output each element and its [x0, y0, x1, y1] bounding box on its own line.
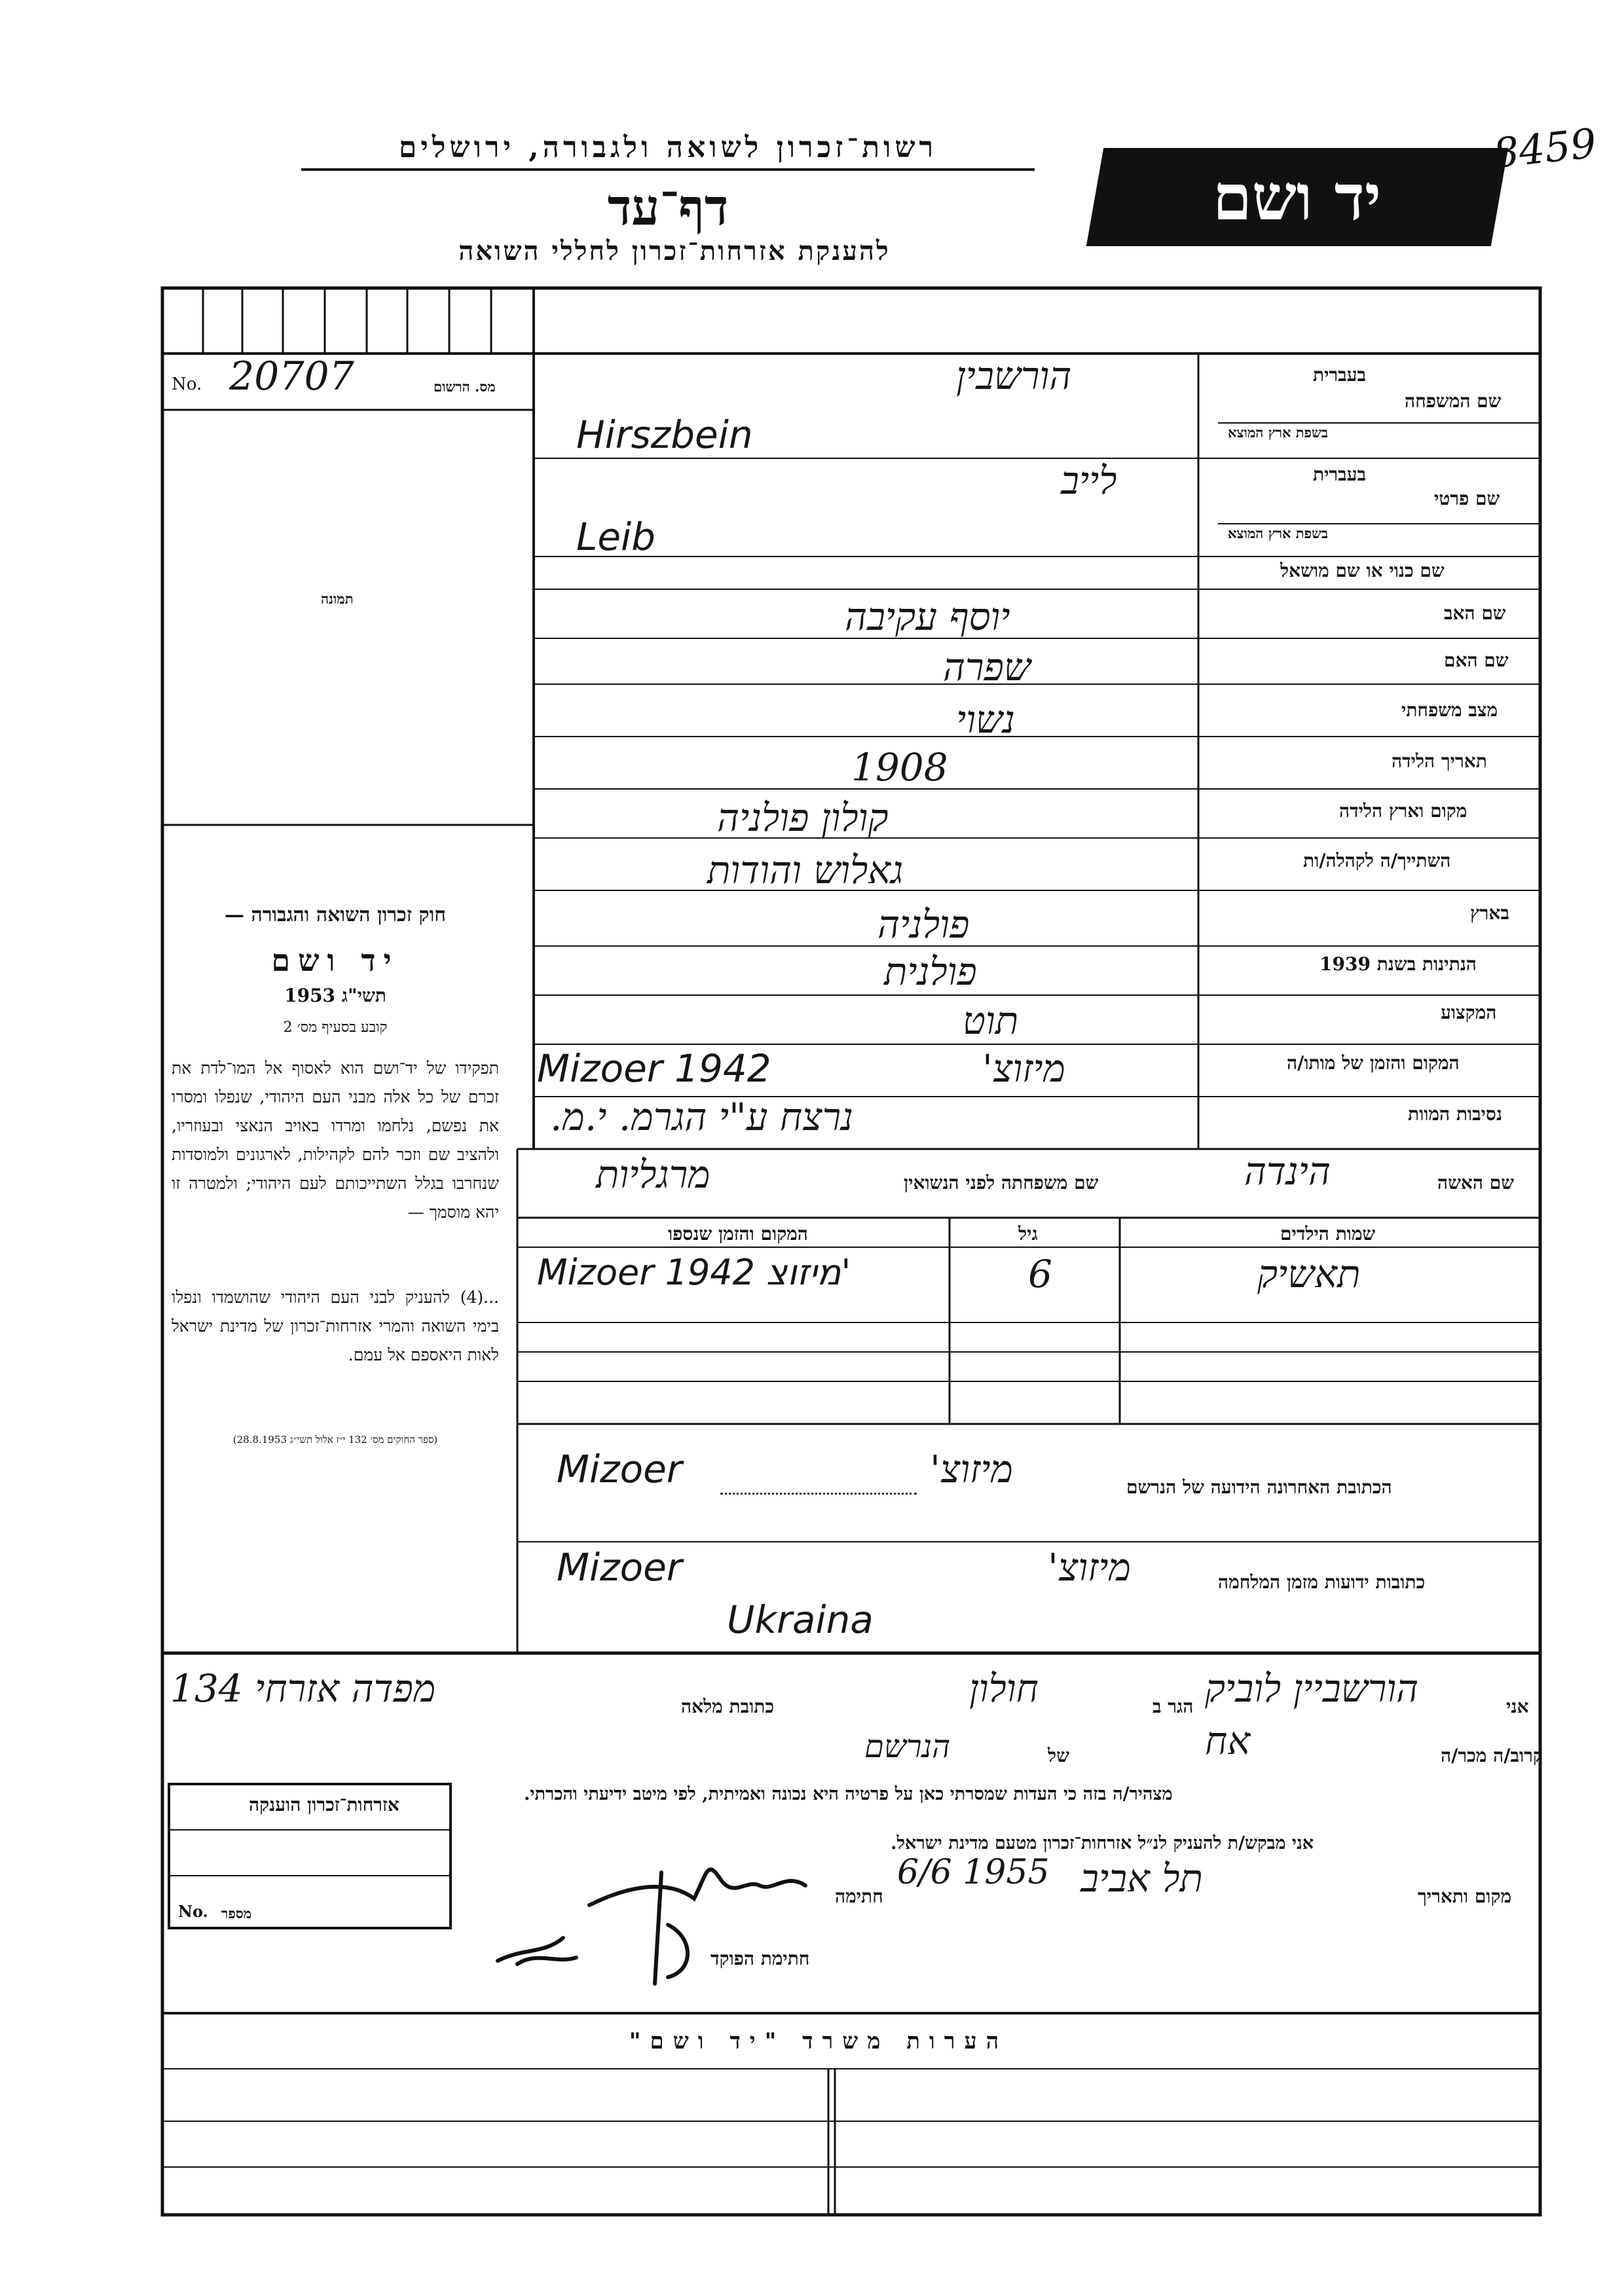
death-place-label: המקום והזמן של מותו/ה — [1287, 1052, 1460, 1074]
country: פולניה — [877, 902, 970, 947]
first-name-hebrew: לייב — [1061, 458, 1117, 503]
registration-label: מס. הרשום — [434, 378, 496, 395]
law-citation: (ספר החוקים מס׳ 132 י״ז אלול תשי״ג 28.8.1953) — [232, 1434, 438, 1446]
child-death-place: Mizoer 1942 מיזוצ' — [537, 1252, 851, 1293]
signature-label: חתימה — [835, 1886, 883, 1907]
war-address-latin: Mizoer — [557, 1545, 682, 1590]
law-section: קובע בסעיף מס׳ 2 — [283, 1019, 388, 1036]
birth-date-label: תאריך הלידה — [1392, 750, 1487, 772]
maiden-name: מרגליות — [596, 1152, 710, 1197]
first-name-latin: Leib — [576, 515, 655, 559]
declarant-address: מפדה אזרחי 134 — [170, 1666, 436, 1711]
law-item: ...(4) להעניק לבני העם היהודי שהושמדו ונפלו בימי השואה והמרי אזרחות־זכרון של מדינת ישראל לאות היאספם אל עמם. — [172, 1288, 499, 1364]
in-country-label: בארץ — [1470, 902, 1509, 924]
family-name-hebrew: הורשבין — [956, 354, 1072, 398]
child-age: 6 — [1028, 1252, 1052, 1296]
certificate-title: אזרחות־זכרון הוענקה — [249, 1794, 399, 1815]
request-text: אני מבקש/ת להעניק לנ״ל אזרחות־זכרון מטעם מדינת ישראל. — [891, 1833, 1314, 1853]
wife-label: שם האשה — [1437, 1172, 1515, 1194]
death-circumstances: נרצח ע"י הגרמ. י.מ. — [550, 1095, 853, 1139]
law-year: תשי"ג 1953 — [284, 985, 386, 1006]
of-value: הנרשם — [864, 1728, 951, 1765]
resides-label: הגר ב — [1153, 1696, 1194, 1717]
last-address-latin: Mizoer — [557, 1447, 682, 1491]
death-circumstances-label: נסיבות המוות — [1408, 1103, 1502, 1125]
declarant-name: הורשביין לוביק — [1205, 1666, 1419, 1711]
wife-name: הינדה — [1244, 1149, 1331, 1194]
declarant-city: חולון — [969, 1666, 1039, 1711]
organization-header: רשות־זכרון לשואה ולגבורה, ירושלים — [301, 131, 1035, 171]
profession: תוט — [963, 998, 1019, 1043]
declarant-i-label: אני — [1506, 1696, 1529, 1717]
marital-status: נשוי — [956, 697, 1015, 742]
maiden-name-label: שם משפחתה לפני הנשואין — [904, 1172, 1099, 1194]
of-label: של — [1048, 1745, 1069, 1766]
father-label: שם האב — [1444, 602, 1506, 624]
war-address-hebrew: מיזוצ' — [1048, 1545, 1131, 1590]
registration-number: 20707 — [229, 354, 354, 399]
last-address-hebrew: מיזוצ' — [930, 1447, 1013, 1491]
death-place-latin: Mizoer 1942 — [537, 1046, 771, 1091]
birth-place: קולון פולניה — [717, 795, 889, 840]
family-name-label: שם המשפחה — [1405, 390, 1502, 412]
photo-label: תמונה — [321, 591, 354, 607]
relation-label: קרוב/ה מכר/ה — [1441, 1745, 1543, 1766]
law-text: תפקידו של יד־ושם הוא לאסוף אל המו־לדת את זכרם של כל אלה מבני העם היהודי, שנפלו ומסרו את נפשם, נלחמו ומרדו באויב הנאצי ובעוזריו, ולהציב שם וזכר להם לקהילות, לארגונים ולמוסדות שנחרבו בגלל השתייכותם לעם היהודי; ולמטרה זו יהא מוסמך — — [172, 1059, 499, 1222]
office-notes-title: הערות משרד "יד ושם" — [629, 2028, 1008, 2054]
last-address-label: הכתובת האחרונה הידועה של הנרשם — [1126, 1476, 1392, 1498]
nickname-label: שם כנוי או שם מושאל — [1280, 560, 1445, 581]
official-signature-label: חתימת הפוקד — [710, 1948, 810, 1969]
child-name: תאשיק — [1257, 1252, 1361, 1296]
declaration-place: תל אביב — [1080, 1856, 1203, 1901]
mother-name: שפרה — [943, 645, 1031, 689]
place-date-label: מקום ותאריך — [1418, 1886, 1512, 1907]
birth-date: 1908 — [851, 745, 948, 790]
origin-language-label-1: בשפת ארץ המוצא — [1228, 424, 1328, 441]
death-place-hebrew: מיזוצ' — [982, 1046, 1065, 1091]
war-address-label: כתובות ידועות מזמן המלחמה — [1218, 1571, 1426, 1593]
origin-language-label-2: בשפת ארץ המוצא — [1228, 525, 1328, 541]
declaration-text: מצהיר/ה בזה כי העדות שמסרתי כאן על פרטיה היא נכונה ואמיתית, לפי מיטב ידיעתי והכרתי. — [524, 1784, 1173, 1804]
declaration-date: 6/6 1955 — [897, 1853, 1050, 1892]
certificate-no-label: No. — [178, 1902, 208, 1921]
in-hebrew-label-1: בעברית — [1313, 364, 1367, 386]
address-label: כתובת מלאה — [681, 1696, 775, 1717]
last-address-line — [720, 1493, 917, 1495]
marital-label: מצב משפחתי — [1401, 699, 1498, 721]
certificate-number-label: מספר — [221, 1905, 252, 1922]
page-subtitle: להענקת אזרחות־זכרון לחללי השואה — [458, 236, 891, 266]
community-label: השתייך/ה לקהלה/ות — [1303, 850, 1451, 871]
relation-value: אח — [1205, 1719, 1251, 1763]
family-name-latin: Hirszbein — [576, 412, 753, 457]
citizenship: פולנית — [884, 949, 977, 994]
law-title: חוק זכרון השואה והגבורה — — [225, 903, 446, 926]
profession-label: המקצוע — [1441, 1002, 1497, 1023]
in-hebrew-label-2: בעברית — [1313, 464, 1367, 485]
first-name-label: שם פרטי — [1434, 488, 1500, 509]
children-place-header: המקום והזמן שנספו — [668, 1223, 808, 1245]
mother-label: שם האם — [1444, 649, 1509, 671]
children-names-header: שמות הילדים — [1280, 1223, 1376, 1245]
children-age-header: גיל — [1018, 1223, 1038, 1245]
community: גאלוש והודות — [707, 848, 904, 892]
archive-number: 8459 — [1490, 118, 1599, 178]
father-name: יוסף עקיבה — [845, 594, 1010, 639]
registration-no-label: No. — [172, 374, 202, 394]
law-subtitle: יד ושם — [271, 943, 399, 978]
war-address-country: Ukraina — [727, 1597, 874, 1642]
page-title: דף־עד — [607, 178, 729, 236]
birth-place-label: מקום וארץ הלידה — [1339, 800, 1467, 822]
logo-text: יד ושם — [1213, 160, 1382, 234]
citizenship-label: הנתינות בשנת 1939 — [1320, 953, 1477, 975]
